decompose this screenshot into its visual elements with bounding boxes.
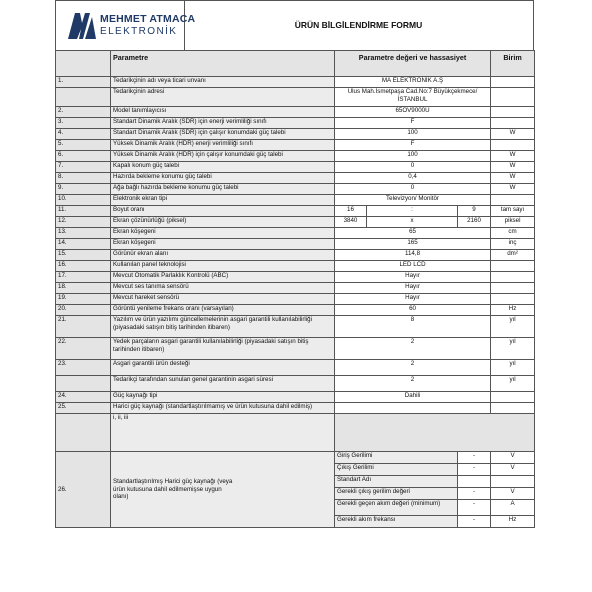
row-number: 22.: [56, 338, 111, 360]
value-part-1: 16: [335, 206, 367, 217]
unit-cell: cm: [491, 228, 535, 239]
parameter-cell: Tedarikçinin adı veya ticari unvanı: [111, 77, 335, 88]
value-cell: [335, 403, 491, 414]
value-cell: -: [458, 500, 491, 516]
table-row: [56, 261, 535, 272]
row-number: 19.: [56, 294, 111, 305]
value-cell: LED LCD: [335, 261, 491, 272]
parameter-cell: Model tanımlayıcısı: [111, 107, 335, 118]
parameter-cell: Mevcut hareket sensörü: [111, 294, 335, 305]
sub-parameter-label: Standart Adı: [335, 476, 458, 488]
table-row: [56, 217, 535, 228]
unit-cell: [491, 403, 535, 414]
table-row: [56, 403, 535, 414]
unit-cell: [491, 476, 535, 488]
row-number: 1.: [56, 77, 111, 88]
unit-cell: tam sayı: [491, 206, 535, 217]
row-number: 9.: [56, 184, 111, 195]
value-separator: x: [367, 217, 458, 228]
value-cell: -: [458, 488, 491, 500]
sub-parameter-label: Gerekli akım frekansı: [335, 516, 458, 528]
value-cell: 2: [335, 338, 491, 360]
value-separator: :: [367, 206, 458, 217]
table-row: [56, 107, 535, 118]
table-row: [56, 452, 535, 464]
value-cell: F: [335, 118, 491, 129]
parameter-cell: Kullanılan panel teknolojisi: [111, 261, 335, 272]
parameter-cell: Tedarikçinin adresi: [111, 88, 335, 107]
unit-cell: Hz: [491, 305, 535, 316]
table-row: [56, 206, 535, 217]
value-cell: 65: [335, 228, 491, 239]
table-row: [56, 294, 535, 305]
unit-cell: [491, 283, 535, 294]
table-row: [56, 414, 535, 452]
table-row: [56, 195, 535, 206]
table-row: [56, 77, 535, 88]
unit-cell: [491, 140, 535, 151]
unit-cell: yıl: [491, 338, 535, 360]
num-col-header: [56, 51, 111, 77]
row-number: 2.: [56, 107, 111, 118]
logo-line2: ELEKTRONİK: [100, 26, 178, 37]
value-cell: 0: [335, 184, 491, 195]
parameter-cell: Ekran çözünürlüğü (piksel): [111, 217, 335, 228]
value-cell: 65OV9000U: [335, 107, 491, 118]
value-cell: 165: [335, 239, 491, 250]
row-number: 26.: [56, 452, 111, 528]
value-cell: 8: [335, 316, 491, 338]
value-cell: Hayır: [335, 294, 491, 305]
unit-cell: W: [491, 184, 535, 195]
product-info-table: [55, 50, 535, 528]
table-row: [56, 338, 535, 360]
table-header-row: [56, 51, 535, 77]
unit-cell: [491, 77, 535, 88]
parameter-cell: Hazırda bekleme konumu güç talebi: [111, 173, 335, 184]
parameter-cell: Ağa bağlı hazırda bekleme konumu güç talebi: [111, 184, 335, 195]
value-cell: Hayır: [335, 283, 491, 294]
unit-cell: yıl: [491, 316, 535, 338]
parameter-cell: Ekran köşegeni: [111, 239, 335, 250]
parameter-cell: Harici güç kaynağı (standartlaştırılmamış ve ürün kutusuna dahil edilmiş): [111, 403, 335, 414]
row-number: 8.: [56, 173, 111, 184]
value-cell: 0: [335, 162, 491, 173]
row-number: [56, 88, 111, 107]
ma-logo-icon: [68, 13, 96, 39]
unit-cell: dm²: [491, 250, 535, 261]
unit-cell: A: [491, 500, 535, 516]
value-cell: Ulus Mah.İsmetpaşa Cad.No:7 Büyükçekmece/İSTANBUL: [335, 88, 491, 107]
value-part-1: 3840: [335, 217, 367, 228]
value-cell: MA ELEKTRONİK A.Ş: [335, 77, 491, 88]
value-cell: [458, 476, 491, 488]
parameter-cell: Standartlaştırılmış Harici güç kaynağı (veya ürün kutusuna dahil edilmemişse uygun olanı): [111, 452, 335, 528]
row-number: 25.: [56, 403, 111, 414]
roman-numerals: i, ii, iii: [111, 414, 335, 452]
row-number: 20.: [56, 305, 111, 316]
table-row: [56, 151, 535, 162]
row-number: 21.: [56, 316, 111, 338]
row-number: 4.: [56, 129, 111, 140]
value-cell: Dahili: [335, 392, 491, 403]
row-number: 6.: [56, 151, 111, 162]
unit-cell: piksel: [491, 217, 535, 228]
unit-cell: [491, 107, 535, 118]
table-row: [56, 140, 535, 151]
form-title: ÜRÜN BİLGİLENDİRME FORMU: [294, 20, 423, 30]
row-number: [56, 376, 111, 392]
parameter-cell: Yüksek Dinamik Aralık (HDR) için çalışır konumdaki güç talebi: [111, 151, 335, 162]
table-row: [56, 162, 535, 173]
value-cell: 2: [335, 360, 491, 376]
table-row: [56, 360, 535, 376]
unit-cell: V: [491, 488, 535, 500]
unit-cell: [491, 294, 535, 305]
parameter-cell: Kapalı konum güç talebi: [111, 162, 335, 173]
row-number: 16.: [56, 261, 111, 272]
value-cell: 0,4: [335, 173, 491, 184]
table-row: [56, 250, 535, 261]
row-number: 23.: [56, 360, 111, 376]
row-number: 10.: [56, 195, 111, 206]
blank-cell: [335, 414, 535, 452]
parameter-cell: Boyut oranı: [111, 206, 335, 217]
table-row: [56, 272, 535, 283]
table-row: [56, 376, 535, 392]
unit-cell: [491, 272, 535, 283]
row-number: 15.: [56, 250, 111, 261]
parameter-col-header: Parametre: [111, 51, 335, 77]
unit-cell: [491, 392, 535, 403]
table-row: [56, 283, 535, 294]
unit-cell: W: [491, 173, 535, 184]
unit-cell: V: [491, 452, 535, 464]
parameter-cell: Yazılım ve ürün yazılımı güncellemelerinin asgari garantili kullanılabilirliği (piyasadaki satışın bitiş tarihinden itibaren): [111, 316, 335, 338]
parameter-cell: Ekran köşegeni: [111, 228, 335, 239]
value-cell: F: [335, 140, 491, 151]
unit-cell: yıl: [491, 376, 535, 392]
unit-cell: inç: [491, 239, 535, 250]
table-row: [56, 316, 535, 338]
unit-cell: W: [491, 129, 535, 140]
parameter-cell: Asgari garantili ürün desteği: [111, 360, 335, 376]
value-cell: -: [458, 464, 491, 476]
parameter-cell: Mevcut ses tanıma sensörü: [111, 283, 335, 294]
sub-parameter-label: Gerekli çıkış gerilim değeri: [335, 488, 458, 500]
parameter-cell: Görünür ekran alanı: [111, 250, 335, 261]
table-row: [56, 228, 535, 239]
unit-cell: W: [491, 151, 535, 162]
value-part-2: 9: [458, 206, 491, 217]
parameter-cell: Güç kaynağı tipi: [111, 392, 335, 403]
row-number: 18.: [56, 283, 111, 294]
parameter-cell: Görüntü yenileme frekans oranı (varsayılan): [111, 305, 335, 316]
company-logo: [56, 1, 196, 50]
parameter-cell: Yedek parçaların asgari garantili kullanılabilirliği (piyasadaki satışın bitiş tarihinden itibaren): [111, 338, 335, 360]
row-number: 13.: [56, 228, 111, 239]
sub-parameter-label: Çıkış Gerilimi: [335, 464, 458, 476]
table-row: [56, 129, 535, 140]
unit-cell: V: [491, 464, 535, 476]
parameter-cell: Tedarikçi tarafından sunulan genel garantinin asgari süresi: [111, 376, 335, 392]
value-cell: 100: [335, 129, 491, 140]
value-cell: 2: [335, 376, 491, 392]
value-cell: 114,8: [335, 250, 491, 261]
unit-cell: [491, 88, 535, 107]
parameter-cell: Yüksek Dinamik Aralık (HDR) enerji verimliliği sınıfı: [111, 140, 335, 151]
parameter-cell: Standart Dinamik Aralık (SDR) için çalışır konumdaki güç talebi: [111, 129, 335, 140]
parameter-cell: Standart Dinamik Aralık (SDR) için enerji verimliliği sınıfı: [111, 118, 335, 129]
unit-cell: [491, 118, 535, 129]
table-row: [56, 305, 535, 316]
value-cell: 100: [335, 151, 491, 162]
unit-cell: yıl: [491, 360, 535, 376]
table-row: [56, 392, 535, 403]
unit-cell: W: [491, 162, 535, 173]
value-col-header: Parametre değeri ve hassasiyet: [335, 51, 491, 77]
parameter-cell: Elektronik ekran tipi: [111, 195, 335, 206]
row-number: 11.: [56, 206, 111, 217]
value-cell: Televizyon/ Monitör: [335, 195, 491, 206]
row-number: 17.: [56, 272, 111, 283]
row-number: 3.: [56, 118, 111, 129]
row-number: 5.: [56, 140, 111, 151]
sub-parameter-label: Giriş Gerilimi: [335, 452, 458, 464]
unit-cell: Hz: [491, 516, 535, 528]
value-cell: 60: [335, 305, 491, 316]
table-row: [56, 118, 535, 129]
row-number: 7.: [56, 162, 111, 173]
value-part-2: 2160: [458, 217, 491, 228]
parameter-cell: Mevcut Otomatik Parlaklık Kontrolü (ABC): [111, 272, 335, 283]
row-number: 12.: [56, 217, 111, 228]
unit-col-header: Birim: [491, 51, 535, 77]
unit-cell: [491, 261, 535, 272]
row-number: [56, 414, 111, 452]
table-row: [56, 173, 535, 184]
unit-cell: [491, 195, 535, 206]
row-number: 24.: [56, 392, 111, 403]
value-cell: -: [458, 452, 491, 464]
sub-parameter-label: Gerekli geçen akım değeri (minimum): [335, 500, 458, 516]
value-cell: -: [458, 516, 491, 528]
table-row: [56, 239, 535, 250]
table-row: [56, 184, 535, 195]
value-cell: Hayır: [335, 272, 491, 283]
logo-line1: MEHMET ATMACA: [100, 13, 196, 25]
form-header: [55, 0, 534, 50]
row-number: 14.: [56, 239, 111, 250]
table-row: [56, 88, 535, 107]
